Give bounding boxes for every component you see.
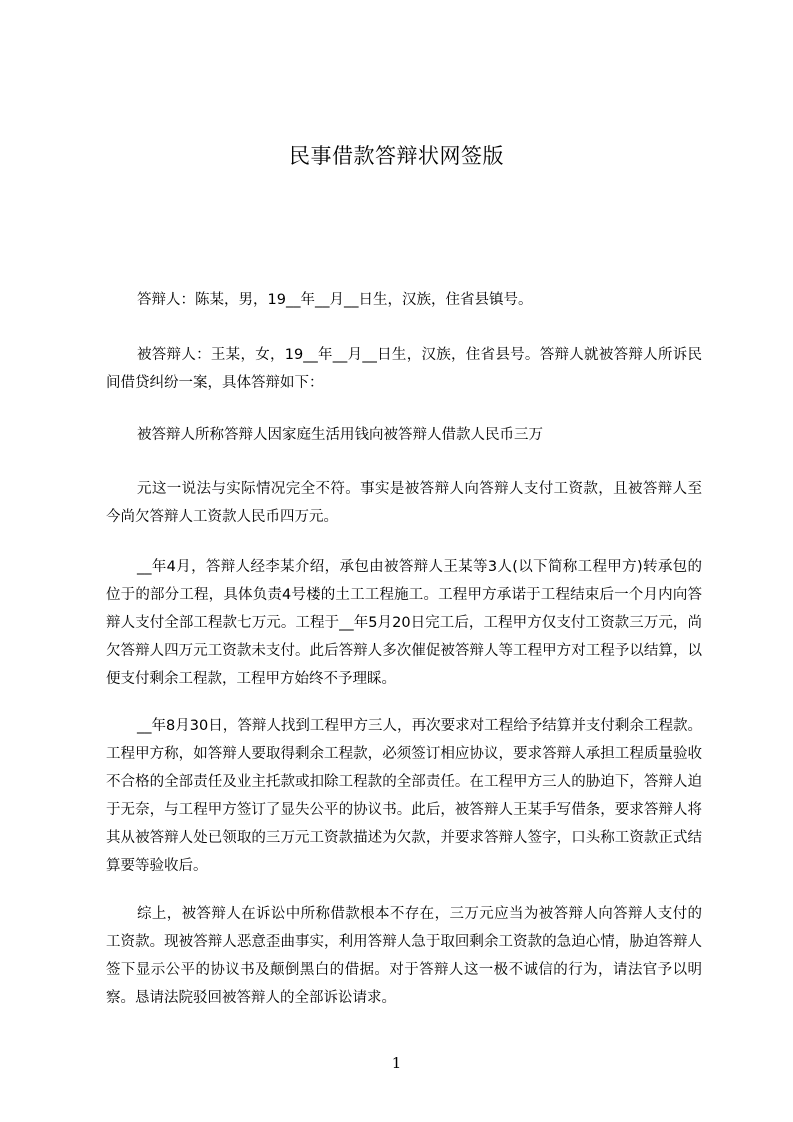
page-number: 1 — [391, 1054, 402, 1072]
agreement-circumstances-paragraph: __年8月30日，答辩人找到工程甲方三人，再次要求对工程给予结算并支付剩余工程款。工程甲方称，如答辩人要取得剩余工程款，必须签订相应协议，要求答辩人承担工程质量验收不合格的全部责任及业主托款或扣除工程款的全部责任。在工程甲方三人的胁迫下，答辩人迫于无奈，与工程甲方签订了显失公平的协议书。此后，被答辩人王某手写借条，要求答辩人将其从被答辩人处已领取的三万元工资款描述为欠款，并要求答辩人签字，口头称工资款正式结算要等验收后。 — [106, 718, 702, 874]
fact-rebuttal-paragraph: 元这一说法与实际情况完全不符。事实是被答辩人向答辩人支付工资款，且被答辩人至今尚欠答辩人工资款人民币四万元。 — [106, 481, 702, 525]
document-title: 民事借款答辩状网签版 — [289, 144, 504, 168]
respondent-info-paragraph: 答辩人：陈某，男，19__年__月__日生，汉族，住省县镇号。 — [137, 292, 533, 308]
plaintiff-info-paragraph: 被答辩人：王某，女，19__年__月__日生，汉族，住省县号。答辩人就被答辩人所诉民间借贷纠纷一案，具体答辩如下： — [106, 347, 702, 391]
conclusion-paragraph: 综上，被答辩人在诉讼中所称借款根本不存在，三万元应当为被答辩人向答辩人支付的工资款。现被答辩人恶意歪曲事实，利用答辩人急于取回剩余工资款的急迫心情，胁迫答辩人签下显示公平的协议书及颠倒黑白的借据。对于答辩人这一极不诚信的行为，请法官予以明察。恳请法院驳回被答辩人的全部诉讼请求。 — [106, 906, 702, 1006]
claim-summary-paragraph: 被答辩人所称答辩人因家庭生活用钱向被答辩人借款人民币三万 — [137, 427, 543, 443]
project-background-paragraph: __年4月，答辩人经李某介绍，承包由被答辩人王某等3人(以下简称工程甲方)转承包的位于的部分工程，具体负责4号楼的土工工程施工。工程甲方承诺于工程结束后一个月内向答辩人支付全部工程款七万元。工程于__年5月20日完工后，工程甲方仅支付工资款三万元，尚欠答辩人四万元工资款未支付。此后答辩人多次催促被答辩人等工程甲方对工程予以结算，以便支付剩余工程款，工程甲方始终不予理睬。 — [106, 559, 702, 687]
